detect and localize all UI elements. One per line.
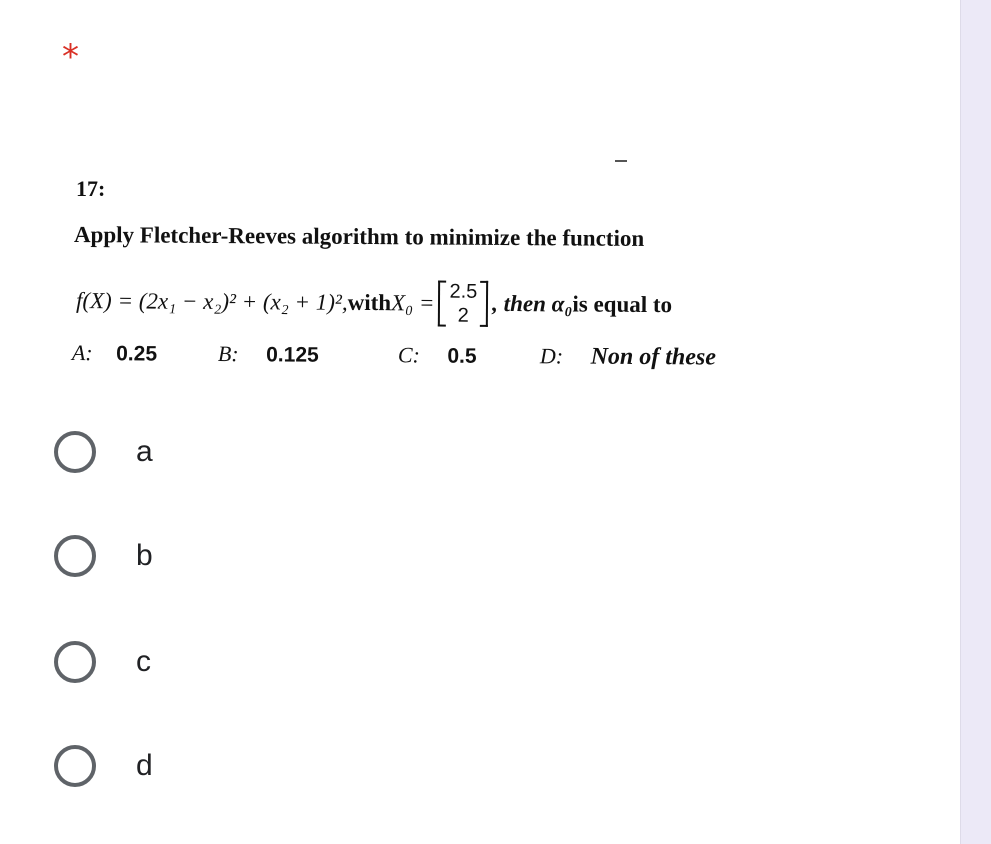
choice-label-c[interactable]: c bbox=[136, 645, 151, 678]
formula-tail: is equal to bbox=[572, 291, 673, 318]
radio-button-d[interactable] bbox=[54, 745, 96, 787]
required-indicator: * bbox=[62, 37, 79, 77]
choice-label-d[interactable]: d bbox=[136, 749, 153, 782]
radio-button-a[interactable] bbox=[54, 431, 96, 473]
question-image bbox=[60, 170, 940, 390]
with-word: with bbox=[347, 289, 392, 316]
radio-button-b[interactable] bbox=[54, 535, 96, 577]
side-panel-strip bbox=[960, 0, 991, 844]
vector-entry-2: 2 bbox=[457, 304, 469, 327]
vector-entry-1: 2.5 bbox=[449, 280, 478, 303]
question-intro: Apply Fletcher-Reeves algorithm to minimize the function bbox=[73, 222, 645, 251]
function-definition: f(X) = (2x₁ − x₂)² + (x₂ + 1)², bbox=[75, 288, 348, 315]
then-alpha: , then α₀ bbox=[492, 290, 573, 317]
choice-c[interactable] bbox=[54, 636, 151, 688]
question-formula bbox=[76, 278, 672, 328]
image-artifact-dash bbox=[615, 160, 627, 162]
choice-label-a[interactable]: a bbox=[136, 435, 153, 468]
option-a: A: 0.25 bbox=[71, 340, 158, 366]
option-d: D: Non of these bbox=[539, 343, 717, 371]
choice-b[interactable] bbox=[54, 530, 153, 582]
vector-values bbox=[446, 281, 480, 327]
radio-button-c[interactable] bbox=[54, 641, 96, 683]
choice-d[interactable] bbox=[54, 740, 153, 792]
option-b: B: 0.125 bbox=[217, 341, 319, 367]
question-number: 17: bbox=[76, 176, 106, 201]
option-c: C: 0.5 bbox=[397, 342, 477, 368]
right-bracket bbox=[480, 281, 488, 327]
choice-a[interactable] bbox=[54, 426, 153, 478]
initial-point-symbol: X₀ = bbox=[391, 290, 435, 316]
initial-point-vector bbox=[438, 281, 488, 327]
choice-label-b[interactable]: b bbox=[136, 539, 153, 572]
